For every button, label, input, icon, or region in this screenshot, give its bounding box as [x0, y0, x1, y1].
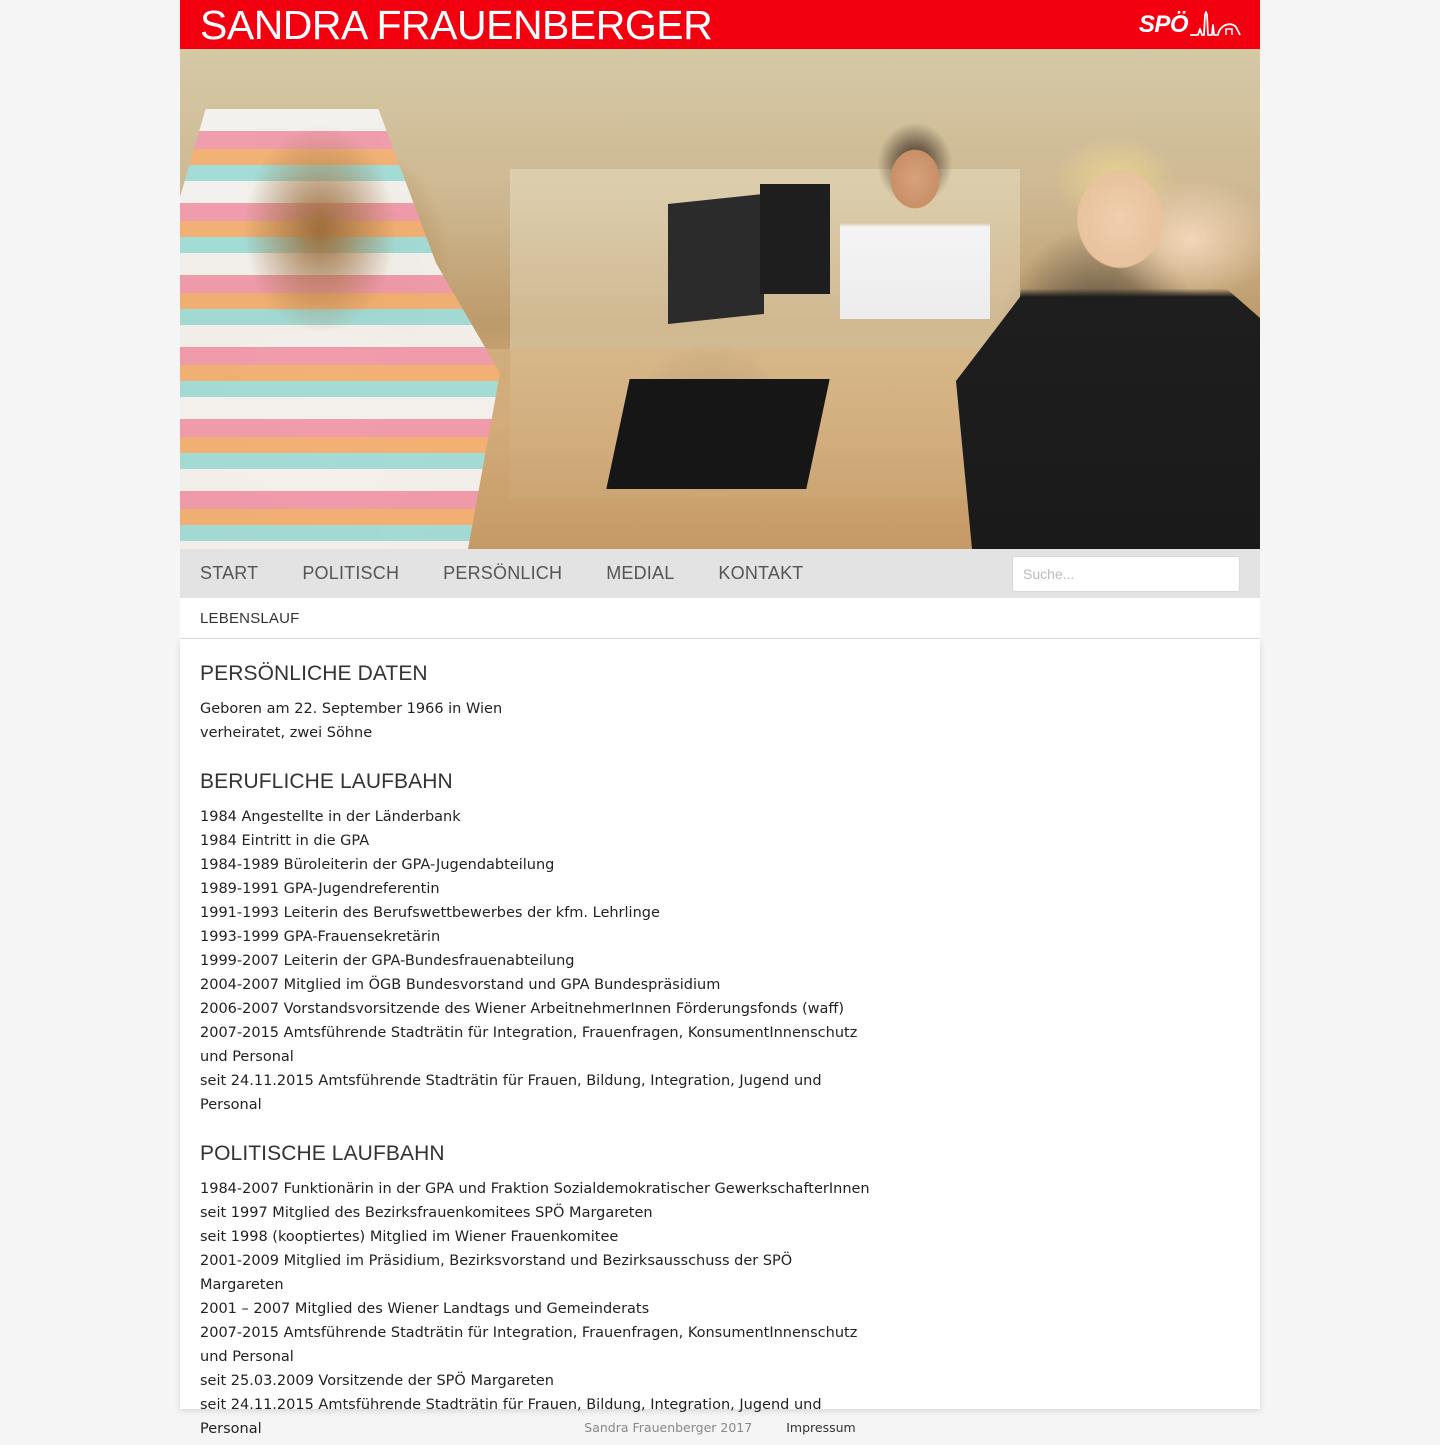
- list-item: seit 24.11.2015 Amtsführende Stadträtin für Frauen, Bildung, Integration, Jugend und Personal: [200, 1073, 822, 1113]
- list-item: 2007-2015 Amtsführende Stadträtin für Integration, Frauenfragen, KonsumentInnenschutz und Personal: [200, 1025, 858, 1065]
- list-item: 2001 – 2007 Mitglied des Wiener Landtags und Gemeinderats: [200, 1301, 650, 1317]
- site-footer: [0, 1410, 1440, 1445]
- nav-item-persoenlich[interactable]: PERSÖNLICH: [443, 563, 563, 583]
- list-item: 1984 Angestellte in der Länderbank: [200, 809, 461, 825]
- list-item: seit 1998 (kooptiertes) Mitglied im Wiener Frauenkomitee: [200, 1229, 619, 1245]
- list-item: 1999-2007 Leiterin der GPA-Bundesfrauenabteilung: [200, 953, 575, 969]
- list-item: seit 25.03.2009 Vorsitzende der SPÖ Margareten: [200, 1373, 554, 1389]
- hero-person-background: [840, 119, 990, 319]
- nav-item-kontakt[interactable]: KONTAKT: [718, 563, 804, 583]
- list-item: 1993-1999 GPA-Frauensekretärin: [200, 929, 441, 945]
- nav-item-medial[interactable]: MEDIAL: [606, 563, 675, 583]
- list-item: verheiratet, zwei Söhne: [200, 725, 373, 741]
- section-berufliche-laufbahn: [200, 767, 1240, 1117]
- list-item: 1989-1991 GPA-Jugendreferentin: [200, 881, 440, 897]
- logo-text: SPÖ: [1138, 11, 1188, 38]
- list-item: seit 24.11.2015 Amtsführende Stadträtin für Frauen, Bildung, Integration, Jugend und Personal: [200, 1397, 822, 1437]
- nav-items: [200, 549, 848, 598]
- sub-nav: [180, 598, 1260, 639]
- main-nav: [180, 549, 1260, 598]
- section-title: PERSÖNLICHE DATEN: [200, 662, 428, 685]
- section-persoenliche-daten: [200, 659, 1240, 745]
- section-title: BERUFLICHE LAUFBAHN: [200, 770, 453, 793]
- search-input[interactable]: [1012, 556, 1240, 592]
- list-item: 1984-2007 Funktionärin in der GPA und Fraktion Sozialdemokratischer GewerkschafterInnen: [200, 1181, 870, 1197]
- footer-impressum-link[interactable]: Impressum: [786, 1420, 856, 1435]
- hero-laptop: [668, 194, 764, 324]
- list-item: 1991-1993 Leiterin des Berufswettbewerbes der kfm. Lehrlinge: [200, 905, 660, 921]
- list-item: 1984 Eintritt in die GPA: [200, 833, 370, 849]
- vienna-skyline-icon: [1190, 11, 1242, 39]
- section-title: POLITISCHE LAUFBAHN: [200, 1142, 445, 1165]
- section-politische-laufbahn: [200, 1139, 1240, 1441]
- site-title[interactable]: SANDRA FRAUENBERGER: [200, 2, 713, 48]
- list-item: 2001-2009 Mitglied im Präsidium, Bezirksvorstand und Bezirksausschuss der SPÖ Margareten: [200, 1253, 793, 1293]
- list-item: seit 1997 Mitglied des Bezirksfrauenkomitees SPÖ Margareten: [200, 1205, 653, 1221]
- list-item: Geboren am 22. September 1966 in Wien: [200, 701, 503, 717]
- list-item: 1984-1989 Büroleiterin der GPA-Jugendabteilung: [200, 857, 555, 873]
- list-item: 2007-2015 Amtsführende Stadträtin für Integration, Frauenfragen, KonsumentInnenschutz und Personal: [200, 1325, 858, 1365]
- footer-copyright: Sandra Frauenberger 2017: [584, 1420, 753, 1435]
- hero-person-left: [180, 109, 500, 549]
- spoe-logo[interactable]: [1139, 9, 1242, 41]
- list-item: 2006-2007 Vorstandsvorsitzende des Wiener ArbeitnehmerInnen Förderungsfonds (waff): [200, 1001, 845, 1017]
- hero-lego-model: [606, 379, 829, 489]
- subnav-item-lebenslauf[interactable]: LEBENSLAUF: [200, 610, 300, 627]
- nav-item-politisch[interactable]: POLITISCH: [302, 563, 400, 583]
- hero-monitor: [760, 184, 830, 294]
- hero-photo: [180, 49, 1260, 549]
- nav-item-start[interactable]: START: [200, 563, 259, 583]
- list-item: 2004-2007 Mitglied im ÖGB Bundesvorstand und GPA Bundespräsidium: [200, 977, 721, 993]
- site-header: [180, 0, 1260, 49]
